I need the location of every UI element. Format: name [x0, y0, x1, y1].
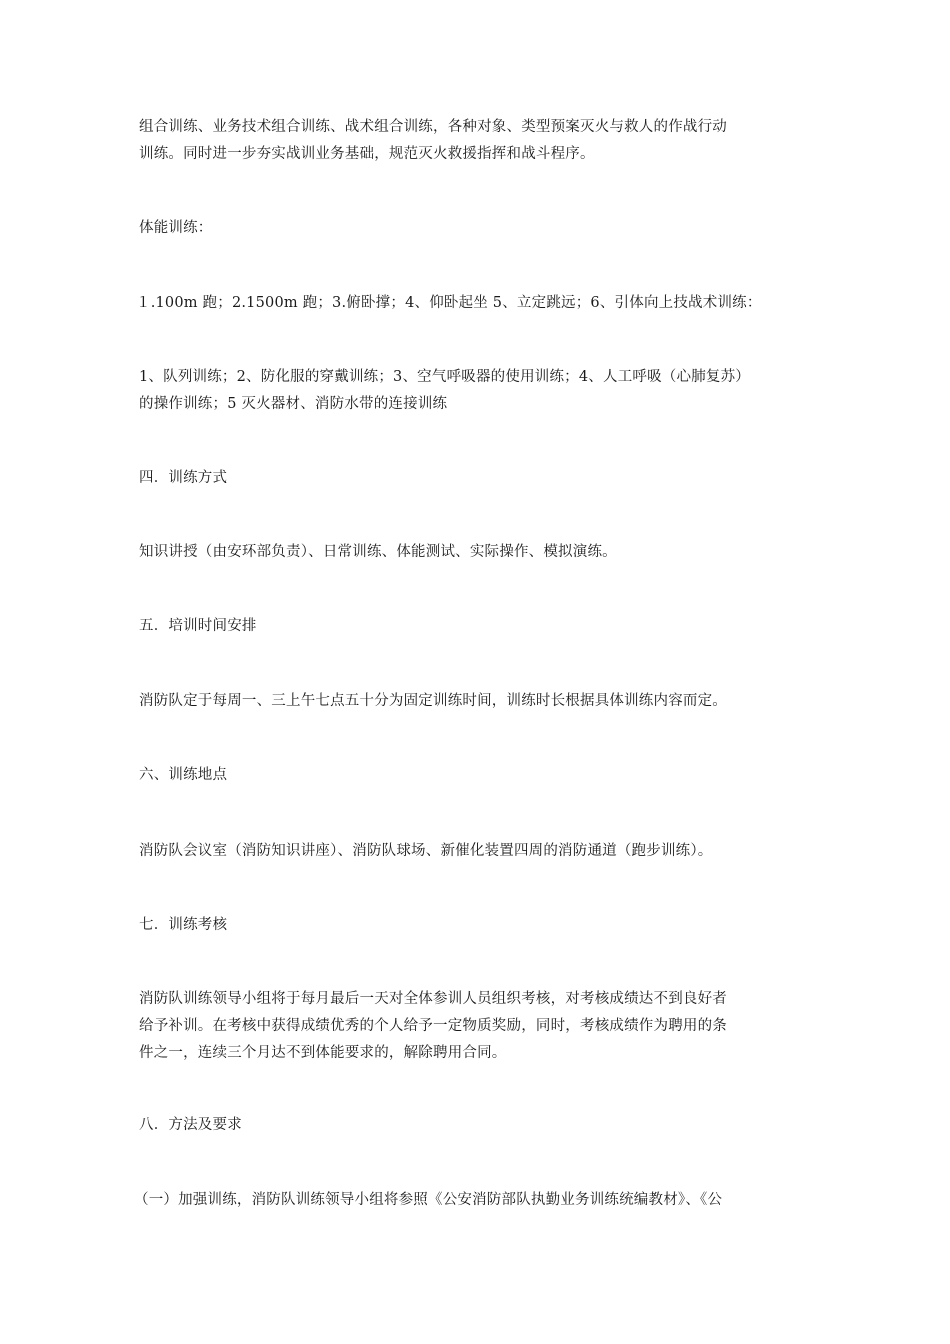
- section-heading-methods: [139, 1112, 815, 1139]
- text-line: 给予补训。在考核中获得成绩优秀的个人给予一定物质奖励，同时，考核成绩作为聘用的条: [139, 1018, 727, 1034]
- text-line: 的操作训练；5 灭火器材、消防水带的连接训练: [139, 396, 448, 412]
- paragraph-combined-training: [139, 114, 815, 168]
- text-line: 1、队列训练；2、防化服的穿戴训练；3、空气呼吸器的使用训练；4、人工呼吸（心肺复苏）: [139, 369, 750, 385]
- section-heading-location: [139, 762, 815, 789]
- text-line: 体能训练：: [139, 220, 213, 236]
- text-line: 组合训练、业务技术组合训练、战术组合训练，各种对象、类型预案灭火与救人的作战行动: [139, 119, 727, 135]
- paragraph-skill-items: [139, 364, 815, 418]
- section-heading-schedule: [139, 613, 815, 640]
- paragraph-physical-training-heading: [139, 215, 815, 242]
- paragraph-methods-first: [134, 1187, 810, 1214]
- text-line: 消防队会议室（消防知识讲座）、消防队球场、新催化装置四周的消防通道（跑步训练）。: [139, 843, 713, 859]
- text-line: 六、训练地点: [139, 767, 228, 783]
- section-heading-assessment: [139, 912, 815, 939]
- paragraph-assessment: [139, 986, 815, 1067]
- text-line: １.100m 跑；2.1500m 跑；3.俯卧撑；4、仰卧起坐 5、立定跳远；6、引体向上技战术训练：: [136, 295, 762, 311]
- text-line: 八．方法及要求: [139, 1117, 242, 1133]
- text-line: 消防队训练领导小组将于每月最后一天对全体参训人员组织考核，对考核成绩达不到良好者: [139, 991, 727, 1007]
- text-line: 知识讲授（由安环部负责）、日常训练、体能测试、实际操作、模拟演练。: [139, 544, 617, 560]
- text-line: 件之一，连续三个月达不到体能要求的，解除聘用合同。: [139, 1045, 507, 1061]
- text-line: 训练。同时进一步夯实战训业务基础，规范灭火救援指挥和战斗程序。: [139, 146, 595, 162]
- paragraph-location: [139, 838, 815, 865]
- paragraph-training-method: [139, 539, 815, 566]
- section-heading-training-method: [139, 465, 815, 492]
- text-line: 五．培训时间安排: [139, 618, 257, 634]
- text-line: 四．训练方式: [139, 470, 228, 486]
- paragraph-physical-items: [136, 290, 812, 317]
- paragraph-schedule: [139, 688, 815, 715]
- text-line: （一）加强训练，消防队训练领导小组将参照《公安消防部队执勤业务训练统编教材》、《公: [134, 1192, 723, 1208]
- text-line: 消防队定于每周一、三上午七点五十分为固定训练时间，训练时长根据具体训练内容而定。: [139, 693, 727, 709]
- text-line: 七．训练考核: [139, 917, 228, 933]
